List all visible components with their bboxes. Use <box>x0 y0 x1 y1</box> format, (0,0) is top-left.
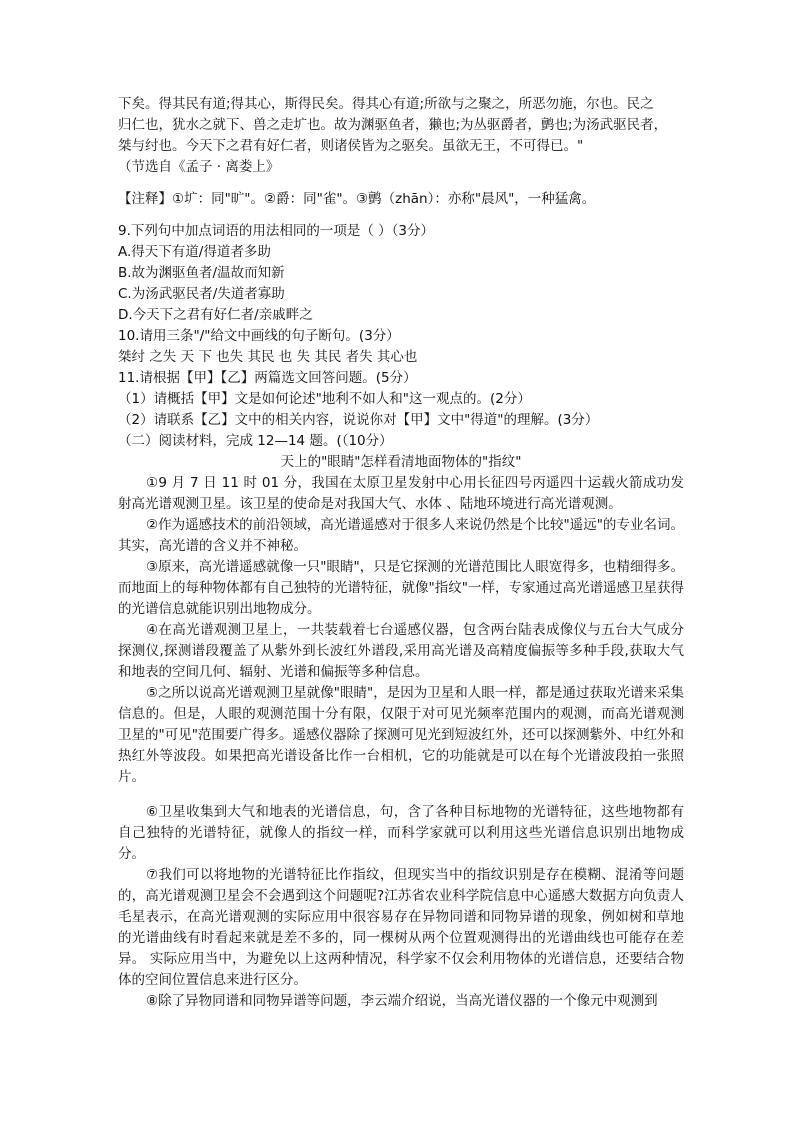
article-paragraph-5: ⑤之所以说高光谱观测卫星就像"眼睛"，是因为卫星和人眼一样，都是通过获取光谱来采集信息的。但是，人眼的观测范围十分有限，仅限于对可见光频率范围内的观测，而高光谱观测卫星的"可见"范围要广得多。遥感仪器除了探测可见光到短波红外，还可以探测紫外、中红外和热红外等波段。如果把高光谱设备比作一台相机，它的功能就是可以在每个光谱波段拍一张照片。 <box>118 685 684 785</box>
article-paragraph-8: ⑧除了异物同谱和同物异谱等问题，李云端介绍说，当高光谱仪器的一个像元中观测到 <box>146 993 658 1009</box>
question-9: 9.下列句中加点词语的用法相同的一项是（ ）（3分） <box>118 223 435 239</box>
question-9-option-c: C.为汤武驱民者/失道者寡助 <box>118 286 285 302</box>
passage-b-line-2: 归仁也，犹水之就下、兽之走圹也。故为渊驱鱼者，獭也;为丛驱爵者，鹯也;为汤武驱民者， <box>118 117 668 133</box>
question-10: 10.请用三条"/"给文中画线的句子断句。(3分） <box>118 328 400 344</box>
question-9-option-b: B.故为渊驱鱼者/温故而知新 <box>118 265 285 281</box>
passage-b-source: （节选自《孟子 · 离娄上》 <box>118 159 280 175</box>
passage-b-line-3: 桀与纣也。今天下之君有好仁者，则诸侯皆为之驱矣。虽欲无王，不可得已。" <box>118 138 584 154</box>
section-2-heading: （二）阅读材料，完成 12—14 题。(（10分） <box>118 433 393 449</box>
passage-b-line-1: 下矣。得其民有道;得其心，斯得民矣。得其心有道;所欲与之聚之，所恶勿施，尔也。民之 <box>118 96 654 112</box>
question-9-option-d: D.今天下之君有好仁者/亲戚畔之 <box>118 307 313 323</box>
article-paragraph-3: ③原来，高光谱遥感就像一只"眼睛"，只是它探测的光谱范围比人眼宽得多，也精细得多。而地面上的每种物体都有自己独特的光谱特征，就像"指纹"一样，专家通过高光谱遥感卫星获得的光谱信息就能识别出地物成分。 <box>118 559 684 617</box>
question-11-part-2: （2）请联系【乙】文中的相关内容，说说你对【甲】文中"得道"的理解。(3分） <box>118 412 599 428</box>
article-paragraph-7: ⑦我们可以将地物的光谱特征比作指纹，但现实当中的指纹识别是存在模糊、混淆等问题的，高光谱观测卫星会不会遇到这个问题呢?江苏省农业科学院信息中心遥感大数据方向负责人毛星表示，在高光谱观测的实际应用中很容易存在异物同谱和同物异谱的现象，例如树和草地的光谱曲线有时看起来就是差不多的，同一棵树从两个位置观测得出的光谱曲线也可能存在差异。 实际应用当中，为避免以上这两种情况，科学家不仅会利用物体的光谱信息，还要结合物体的空间位置信息来进行区分。 <box>118 867 684 988</box>
question-9-option-a: A.得天下有道/得道者多助 <box>118 244 271 260</box>
question-11: 11.请根据【甲】【乙】两篇选文回答问题。(5分） <box>118 370 417 386</box>
article-paragraph-4: ④在高光谱观测卫星上，一共装载着七台遥感仪器，包含两台陆表成像仪与五台大气成分探测仪,探测谱段覆盖了从紫外到长波红外谱段,采用高光谱及高精度偏振等多种手段,获取大气和地表的空间几何、辐射、光谱和偏振等多种信息。 <box>118 622 684 680</box>
question-11-part-1: （1）请概括【甲】文是如何论述"地利不如人和"这一观点的。(2分） <box>118 391 531 407</box>
article-paragraph-6: ⑥卫星收集到大气和地表的光谱信息，句，含了各种目标地物的光谱特征，这些地物都有自己独特的光谱特征，就像人的指纹一样，而科学家就可以利用这些光谱信息识别出地物成分。 <box>118 804 684 862</box>
article-paragraph-1: ①9 月 7 日 11 时 01 分，我国在太原卫星发射中心用长征四号丙遥四十运载火箭成功发射高光谱观测卫星。该卫星的使命是对我国大气、水体 、陆地环境进行高光谱观测。 <box>118 475 684 512</box>
article-title: 天上的"眼睛"怎样看清地面物体的"指纹" <box>280 454 522 470</box>
document-page <box>118 94 684 1012</box>
question-10-sentence: 桀纣 之失 天 下 也失 其民 也 失 其民 者失 其心也 <box>118 349 418 365</box>
annotation-notes: 【注释】①圹：同"旷"。②爵：同"雀"。③鹯（zhān）：亦称"晨风"，一种猛禽。 <box>118 191 596 207</box>
article-paragraph-2: ②作为遥感技术的前沿领域，高光谱遥感对于很多人来说仍然是个比较"遥远"的专业名词。其实，高光谱的含义并不神秘。 <box>118 517 684 554</box>
